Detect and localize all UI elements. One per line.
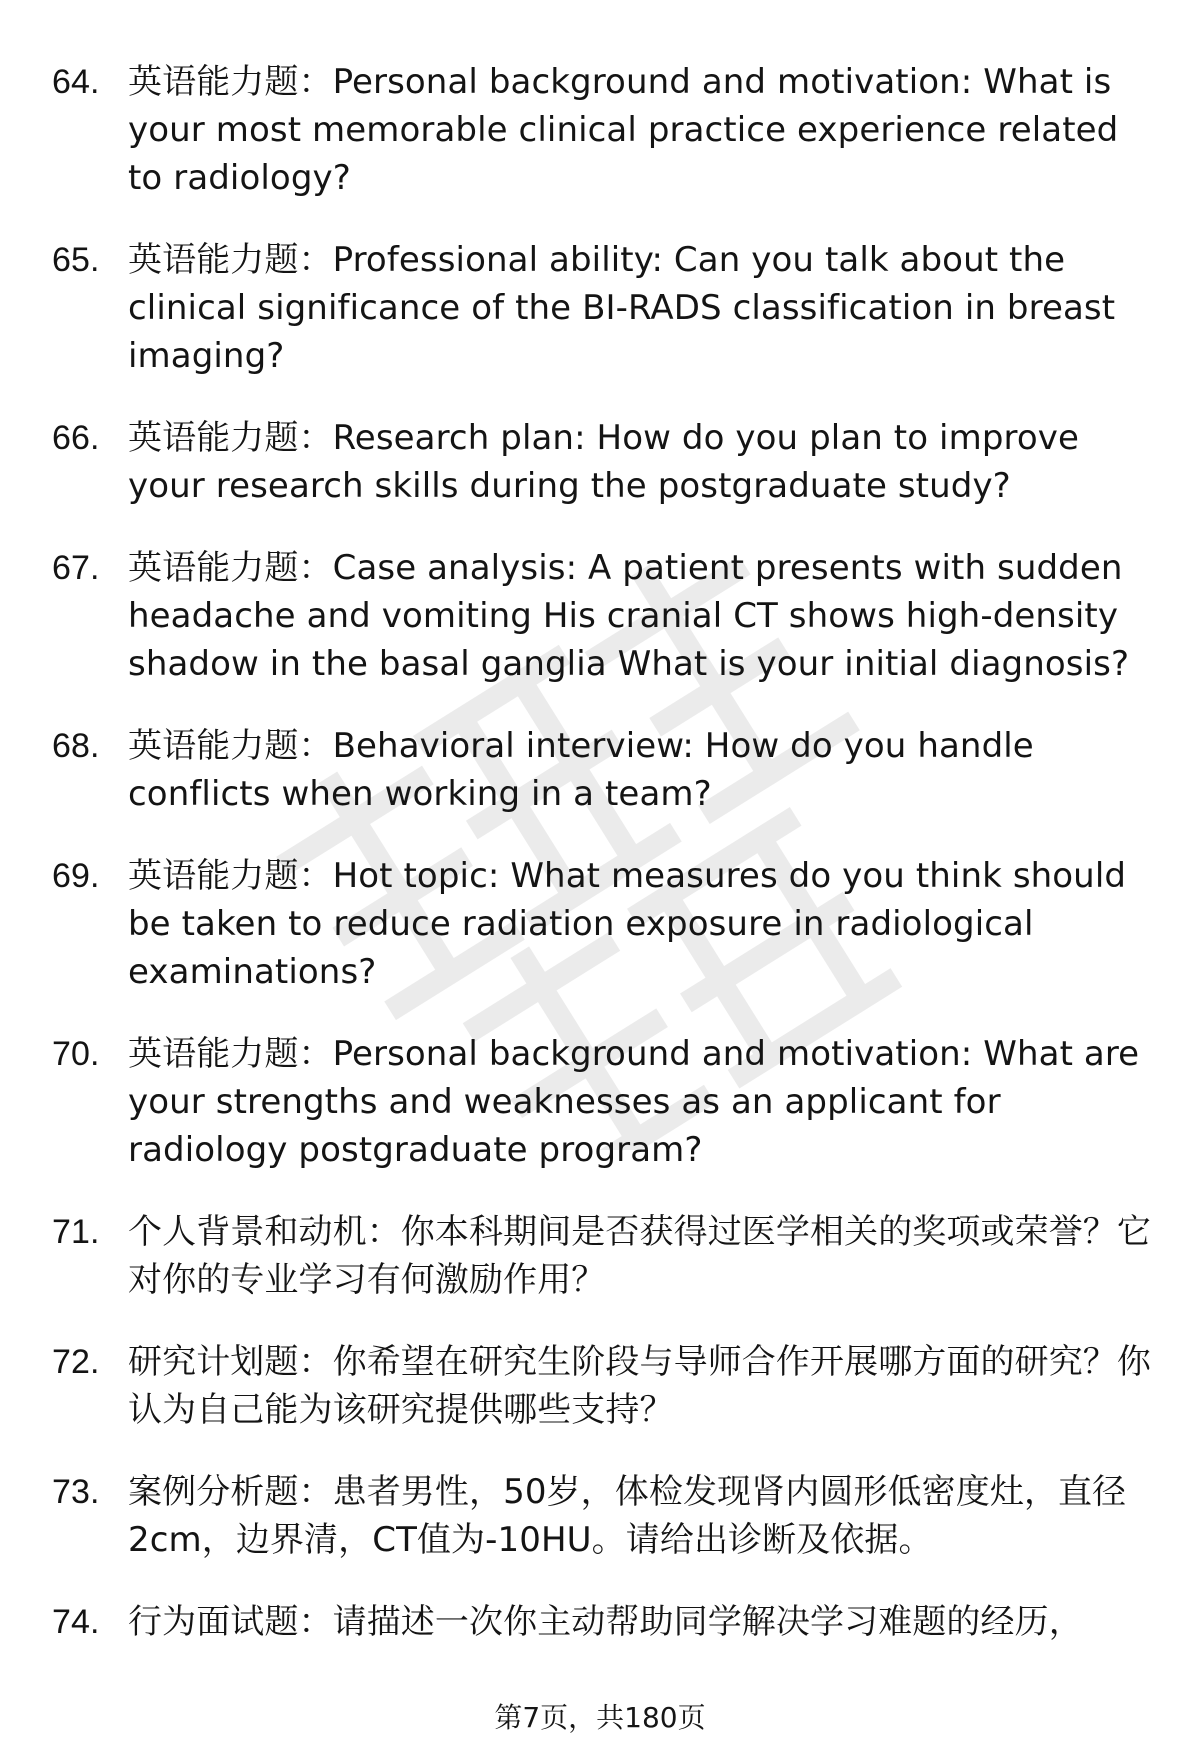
- question-text: 英语能力题：Behavioral interview: How do you handle conflicts when working in a team?: [128, 726, 1034, 814]
- question-item: [52, 236, 1157, 380]
- question-text: 研究计划题：你希望在研究生阶段与导师合作开展哪方面的研究？你认为自己能为该研究提供哪些支持？: [128, 1342, 1151, 1430]
- question-item: [52, 58, 1157, 202]
- question-number: 68.: [52, 727, 100, 765]
- question-text: 英语能力题：Research plan: How do you plan to improve your research skills during the postgraduate study?: [128, 418, 1079, 506]
- question-number: 70.: [52, 1035, 100, 1073]
- question-text: 英语能力题：Professional ability: Can you talk about the clinical significance of the BI-RADS classification in breast imaging?: [128, 240, 1116, 376]
- question-text: 英语能力题：Case analysis: A patient presents with sudden headache and vomiting His cranial CT shows high-density shadow in the basal ganglia What is your initial diagnosis?: [128, 548, 1130, 684]
- question-text: 个人背景和动机：你本科期间是否获得过医学相关的奖项或荣誉？它对你的专业学习有何激励作用？: [128, 1212, 1151, 1300]
- question-item: [52, 1030, 1157, 1174]
- question-item: [52, 414, 1157, 510]
- question-item: [52, 1598, 1157, 1646]
- question-number: 69.: [52, 857, 100, 895]
- question-text: 英语能力题：Personal background and motivation: What is your most memorable clinical practice experience related to radiology?: [128, 62, 1119, 198]
- question-number: 73.: [52, 1473, 100, 1511]
- question-text: 案例分析题：患者男性，50岁，体检发现肾内圆形低密度灶，直径2cm，边界清，CT值为-10HU。请给出诊断及依据。: [128, 1472, 1127, 1560]
- question-text: 行为面试题：请描述一次你主动帮助同学解决学习难题的经历，: [128, 1602, 1083, 1642]
- question-item: [52, 852, 1157, 996]
- question-number: 74.: [52, 1603, 100, 1641]
- question-number: 67.: [52, 549, 100, 587]
- page-number-text: 第7页，共180页: [494, 1701, 706, 1734]
- question-number: 65.: [52, 241, 100, 279]
- question-item: [52, 1208, 1157, 1304]
- question-item: [52, 1338, 1157, 1434]
- question-number: 64.: [52, 63, 100, 101]
- question-text: 英语能力题：Personal background and motivation: What are your strengths and weaknesses as an applicant for radiology postgraduate program?: [128, 1034, 1140, 1170]
- question-list: [52, 58, 1157, 1646]
- question-number: 66.: [52, 419, 100, 457]
- page-footer: [0, 1700, 1200, 1736]
- question-item: [52, 1468, 1157, 1564]
- question-number: 71.: [52, 1213, 100, 1251]
- question-number: 72.: [52, 1343, 100, 1381]
- question-text: 英语能力题：Hot topic: What measures do you think should be taken to reduce radiation exposure in radiological examinations?: [128, 856, 1127, 992]
- question-item: [52, 722, 1157, 818]
- question-item: [52, 544, 1157, 688]
